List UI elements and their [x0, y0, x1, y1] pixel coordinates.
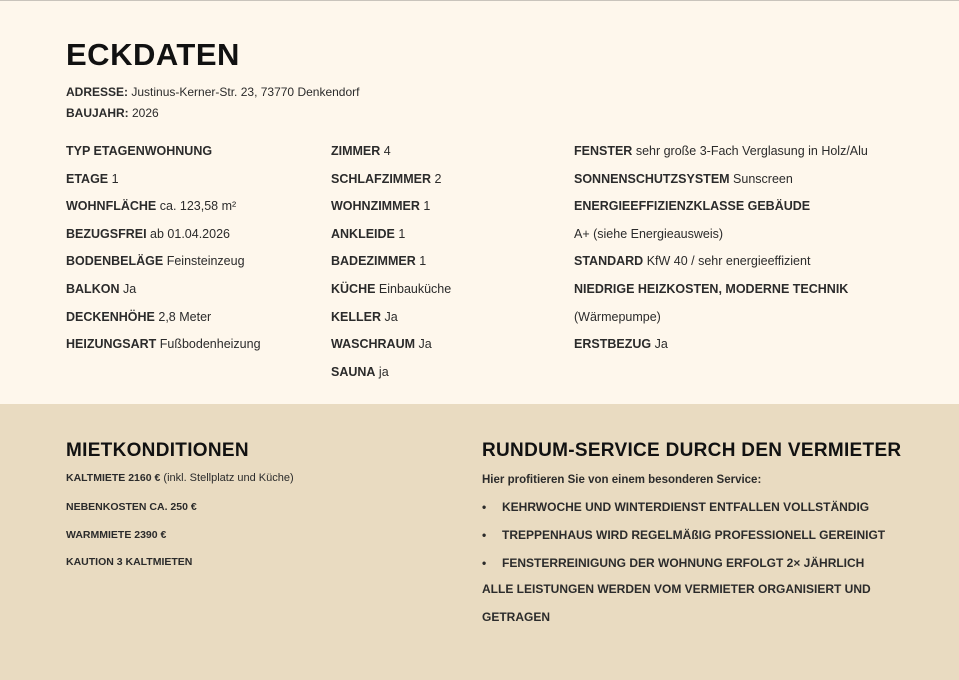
fact-row	[331, 305, 451, 333]
fact-value: Ja	[651, 337, 668, 352]
fact-row	[574, 139, 868, 167]
nebenkosten-line	[66, 501, 197, 513]
fact-row	[331, 167, 451, 195]
fact-row	[66, 332, 261, 360]
conditions-section	[0, 404, 959, 680]
fact-row	[66, 194, 261, 222]
baujahr-label: BAUJAHR:	[66, 106, 129, 120]
fact-value: Sunscreen	[729, 171, 793, 186]
fact-value: Ja	[415, 337, 432, 352]
list-item-text: KEHRWOCHE UND WINTERDIENST ENTFALLEN VOLLSTÄNDIG	[502, 500, 870, 514]
fact-row	[66, 167, 261, 195]
fact-label: NIEDRIGE HEIZKOSTEN, MODERNE TECHNIK	[574, 281, 849, 296]
address-line	[66, 85, 359, 99]
bullet-icon: •	[482, 500, 487, 514]
fact-label: WOHNFLÄCHE	[66, 199, 157, 214]
fact-value: ja	[375, 364, 389, 379]
fact-value: Ja	[119, 281, 137, 296]
list-item	[482, 528, 885, 542]
fact-label: BADEZIMMER	[331, 254, 416, 269]
fact-label: SCHLAFZIMMER	[331, 171, 431, 186]
fact-label: BEZUGSFREI	[66, 226, 147, 241]
fact-row	[574, 277, 868, 305]
fact-label: ENERGIEEFFIZIENZKLASSE GEBÄUDE	[574, 199, 811, 214]
fact-row	[331, 222, 451, 250]
fact-value: 1	[108, 171, 119, 186]
warmmiete-line	[66, 529, 166, 541]
bullet-icon: •	[482, 556, 487, 570]
kaltmiete-label: KALTMIETE 2160 €	[66, 472, 161, 484]
fact-label: HEIZUNGSART	[66, 337, 157, 352]
eckdaten-section	[0, 1, 959, 404]
fact-row	[66, 222, 261, 250]
fact-label: BALKON	[66, 281, 120, 296]
fact-value: Fußbodenheizung	[156, 337, 261, 352]
fact-value: sehr große 3-Fach Verglasung in Holz/Alu	[632, 144, 868, 158]
fact-row	[574, 194, 868, 222]
list-item	[482, 500, 869, 514]
fact-row	[331, 277, 451, 305]
baujahr-line	[66, 106, 159, 120]
fact-value: 1	[419, 199, 431, 214]
fact-row	[66, 277, 261, 305]
fact-label: FENSTER	[574, 144, 633, 158]
fact-label: ZIMMER	[331, 144, 381, 158]
fact-label: TYP ETAGENWOHNUNG	[66, 144, 213, 158]
fact-value: 2,8 Meter	[154, 309, 212, 324]
fact-value: 1	[415, 254, 427, 269]
fact-row	[574, 332, 868, 360]
fact-row	[66, 305, 261, 333]
fact-label: WOHNZIMMER	[331, 199, 420, 214]
fact-label: ERSTBEZUG	[574, 337, 652, 352]
address-value: Justinus-Kerner-Str. 23, 73770 Denkendorf	[128, 85, 360, 99]
fact-value: Feinsteinzeug	[163, 254, 245, 269]
fact-row	[331, 139, 451, 167]
fact-value: (Wärmepumpe)	[574, 309, 661, 324]
service-title: RUNDUM-SERVICE DURCH DEN VERMIETER	[482, 440, 902, 461]
fact-row	[331, 249, 451, 277]
baujahr-value: 2026	[128, 106, 159, 120]
kaltmiete-line	[66, 472, 294, 484]
warmmiete-label: WARMMIETE 2390 €	[66, 529, 167, 541]
fact-value: ab 01.04.2026	[146, 226, 230, 241]
fact-label: KÜCHE	[331, 281, 376, 296]
fact-label: ETAGE	[66, 171, 109, 186]
eckdaten-column-3	[574, 139, 868, 360]
fact-value: ca. 123,58 m²	[156, 199, 237, 214]
fact-row	[331, 332, 451, 360]
fact-row	[574, 249, 868, 277]
fact-row	[331, 360, 451, 388]
list-item	[482, 556, 864, 570]
fact-label: SAUNA	[331, 364, 376, 379]
fact-row	[574, 305, 868, 333]
nebenkosten-label: NEBENKOSTEN CA. 250 €	[66, 501, 197, 513]
fact-row	[574, 222, 868, 250]
eckdaten-column-2	[331, 139, 451, 387]
address-label: ADRESSE:	[66, 85, 129, 99]
fact-value: 2	[431, 171, 442, 186]
fact-value: 4	[380, 144, 391, 158]
fact-row	[66, 139, 261, 167]
kaltmiete-value: (inkl. Stellplatz und Küche)	[160, 472, 294, 484]
fact-value: KfW 40 / sehr energieeffizient	[643, 254, 811, 269]
list-item-text: FENSTERREINIGUNG DER WOHNUNG ERFOLGT 2× JÄHRLICH	[502, 556, 865, 570]
fact-label: WASCHRAUM	[331, 337, 416, 352]
fact-value: Ja	[381, 309, 398, 324]
eckdaten-title: ECKDATEN	[66, 37, 240, 72]
fact-value: Einbauküche	[375, 281, 452, 296]
service-intro: Hier profitieren Sie von einem besonderen Service:	[482, 474, 762, 486]
list-item-text: TREPPENHAUS WIRD REGELMÄßIG PROFESSIONELL GEREINIGT	[502, 528, 886, 542]
kaution-line	[66, 556, 192, 568]
fact-label: BODENBELÄGE	[66, 254, 164, 269]
fact-row	[66, 249, 261, 277]
fact-label: KELLER	[331, 309, 381, 324]
kaution-label: KAUTION 3 KALTMIETEN	[66, 556, 193, 568]
fact-label: SONNENSCHUTZSYSTEM	[574, 171, 730, 186]
fact-label: DECKENHÖHE	[66, 309, 155, 324]
fact-row	[331, 194, 451, 222]
fact-row	[574, 167, 868, 195]
bullet-icon: •	[482, 528, 487, 542]
mietkonditionen-title: MIETKONDITIONEN	[66, 440, 249, 461]
fact-label: ANKLEIDE	[331, 226, 395, 241]
fact-label: STANDARD	[574, 254, 644, 269]
fact-value: A+ (siehe Energieausweis)	[574, 226, 724, 241]
fact-value: 1	[394, 226, 406, 241]
eckdaten-column-1	[66, 139, 261, 360]
service-outro: ALLE LEISTUNGEN WERDEN VOM VERMIETER ORGANISIERT UND GETRAGEN	[482, 582, 871, 624]
